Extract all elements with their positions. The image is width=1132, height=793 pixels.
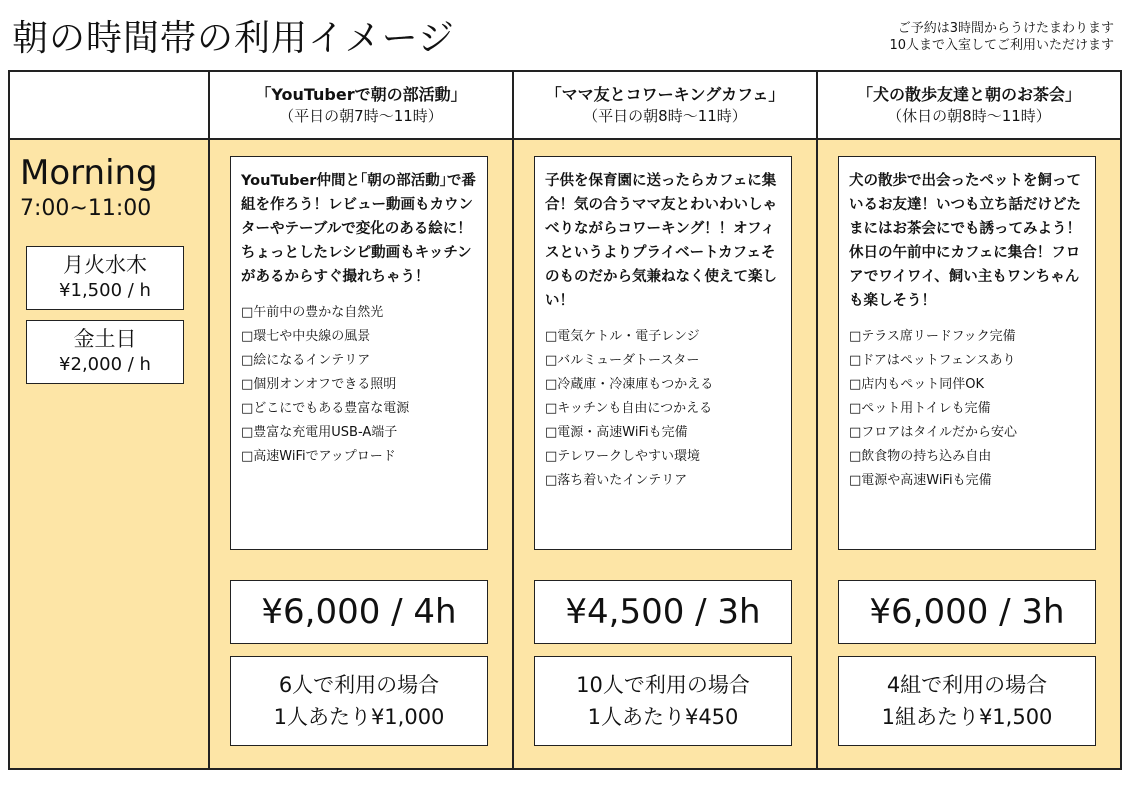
column-divider	[208, 72, 210, 768]
per-line-price: 1人あたり¥450	[587, 705, 739, 729]
rate-days: 金土日	[73, 327, 137, 351]
feature-list	[545, 325, 781, 493]
per-line-group: 4組で利用の場合	[886, 673, 1048, 697]
note-line: ご予約は3時間からうけたまわります	[897, 21, 1114, 36]
plan-title: 「ママ友とコワーキングカフェ」	[545, 85, 785, 104]
plan-subtitle: （平日の朝7時〜11時）	[279, 107, 443, 125]
feature-item: □環七や中央線の風景	[241, 329, 371, 344]
feature-item: □テラス席リードフック完備	[849, 329, 1016, 344]
feature-list	[241, 301, 477, 469]
note-line: 10人まで入室してご利用いただけます	[889, 38, 1114, 53]
plan-description-box	[838, 156, 1096, 550]
usage-table	[8, 70, 1122, 770]
morning-label: Morning	[20, 153, 158, 193]
plan-title: 「YouTuberで朝の部活動」	[255, 85, 467, 104]
feature-item: □フロアはタイルだから安心	[849, 425, 1018, 440]
plan-price: ¥6,000 / 3h	[838, 580, 1096, 644]
feature-item: □バルミューダトースター	[545, 353, 700, 368]
feature-item: □絵になるインテリア	[241, 353, 371, 368]
per-line-price: 1人あたり¥1,000	[273, 705, 445, 729]
plan-header	[514, 72, 816, 138]
per-line-group: 10人で利用の場合	[576, 673, 750, 697]
column-divider	[816, 72, 818, 768]
feature-item: □飲食物の持ち込み自由	[849, 449, 992, 464]
plan-description-box	[534, 156, 792, 550]
feature-item: □ドアはペットフェンスあり	[849, 353, 1016, 368]
plan-subtitle: （休日の朝8時〜11時）	[887, 107, 1051, 125]
feature-item: □豊富な充電用USB-A端子	[241, 425, 398, 440]
feature-item: □電気ケトル・電子レンジ	[545, 329, 700, 344]
plan-description: 子供を保育園に送ったらカフェに集合！気の合うママ友とわいわいしゃべりながらコワーキング！！オフィスというよりプライベートカフェそのものだから気兼ねなく使えて楽しい！	[545, 173, 777, 309]
plan-description: YouTuber仲間と｢朝の部活動｣で番組を作ろう！レビュー動画もカウンターやテーブルで変化のある絵に！ちょっとしたレシピ動画もキッチンがあるからすぐ撮れちゃう！	[241, 173, 476, 285]
plan-price: ¥6,000 / 4h	[230, 580, 488, 644]
table-body-row	[10, 140, 1120, 768]
per-line-price: 1組あたり¥1,500	[881, 705, 1053, 729]
feature-item: □冷蔵庫・冷凍庫もつかえる	[545, 377, 714, 392]
reservation-notes	[889, 20, 1114, 54]
time-slot-column	[10, 140, 208, 768]
page-title: 朝の時間帯の利用イメージ	[12, 18, 455, 59]
plan-price: ¥4,500 / 3h	[534, 580, 792, 644]
feature-item: □落ち着いたインテリア	[545, 473, 688, 488]
per-person-box	[534, 656, 792, 746]
per-person-box	[838, 656, 1096, 746]
rate-box-weekend	[26, 320, 184, 384]
feature-item: □電源・高速WiFiも完備	[545, 425, 688, 440]
plan-header	[818, 72, 1120, 138]
per-person-box	[230, 656, 488, 746]
feature-item: □午前中の豊かな自然光	[241, 305, 384, 320]
feature-item: □店内もペット同伴OK	[849, 377, 985, 392]
plan-description-box	[230, 156, 488, 550]
rate-price: ¥1,500 / h	[59, 280, 151, 301]
feature-item: □個別オンオフできる照明	[241, 377, 397, 392]
plan-column	[818, 140, 1120, 768]
feature-list	[849, 325, 1085, 493]
rate-box-weekday	[26, 246, 184, 310]
rate-days: 月火水木	[63, 253, 147, 277]
table-header-row	[10, 72, 1120, 140]
plan-title: 「犬の散歩友達と朝のお茶会」	[856, 85, 1081, 104]
feature-item: □キッチンも自由につかえる	[545, 401, 713, 416]
rate-price: ¥2,000 / h	[59, 354, 151, 375]
feature-item: □電源や高速WiFiも完備	[849, 473, 992, 488]
column-divider	[512, 72, 514, 768]
plan-column	[210, 140, 512, 768]
feature-item: □どこにでもある豊富な電源	[241, 401, 410, 416]
morning-time: 7:00~11:00	[20, 196, 152, 221]
plan-subtitle: （平日の朝8時〜11時）	[583, 107, 747, 125]
plan-header	[210, 72, 512, 138]
feature-item: □高速WiFiでアップロード	[241, 449, 396, 464]
feature-item: □テレワークしやすい環境	[545, 449, 701, 464]
per-line-group: 6人で利用の場合	[278, 673, 440, 697]
plan-column	[514, 140, 816, 768]
plan-description: 犬の散歩で出会ったペットを飼っているお友達！いつも立ち話だけどたまにはお茶会にでも誘ってみよう！休日の午前中にカフェに集合！フロアでワイワイ、飼い主もワンちゃんも楽しそう！	[849, 173, 1081, 309]
feature-item: □ペット用トイレも完備	[849, 401, 991, 416]
